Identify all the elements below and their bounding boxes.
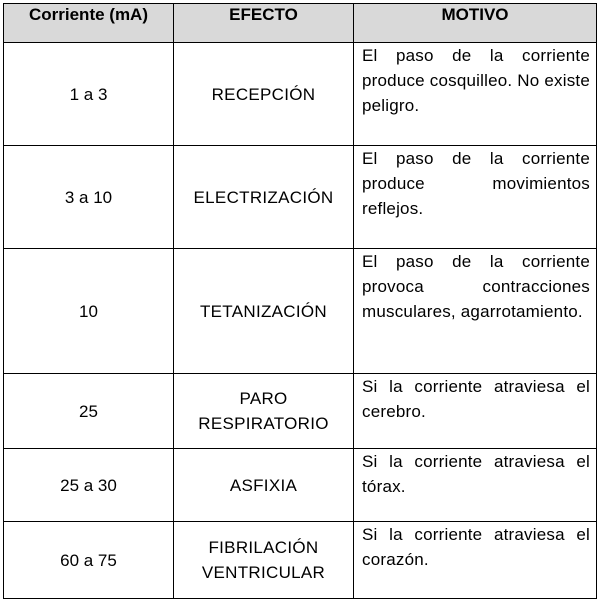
table-header-row bbox=[4, 4, 597, 43]
reason-cell: El paso de la corriente produce movimientos reflejos. bbox=[354, 146, 597, 249]
effect-cell bbox=[174, 522, 354, 599]
table-row bbox=[4, 249, 597, 374]
effect-cell bbox=[174, 449, 354, 522]
table-row bbox=[4, 146, 597, 249]
header-effect: EFECTO bbox=[174, 4, 354, 43]
header-current: Corriente (mA) bbox=[4, 4, 174, 43]
reason-cell: El paso de la corriente provoca contracciones musculares, agarrotamiento. bbox=[354, 249, 597, 374]
effect-text: ELECTRIZACIÓN bbox=[193, 187, 334, 207]
effect-cell bbox=[174, 146, 354, 249]
effect-text-line-1: FIBRILACIÓN bbox=[208, 538, 319, 557]
table-row bbox=[4, 522, 597, 599]
current-cell: 3 a 10 bbox=[4, 146, 174, 249]
current-cell: 25 bbox=[4, 374, 174, 449]
reason-cell: Si la corriente atraviesa el corazón. bbox=[354, 522, 597, 599]
effect-text-line-1: PARO bbox=[239, 389, 288, 408]
effect-cell bbox=[174, 374, 354, 449]
current-cell: 60 a 75 bbox=[4, 522, 174, 599]
effect-text: RECEPCIÓN bbox=[211, 84, 316, 104]
effect-text: TETANIZACIÓN bbox=[199, 301, 327, 321]
effect-cell bbox=[174, 43, 354, 146]
effect-text: ASFIXIA bbox=[229, 475, 298, 495]
current-cell: 10 bbox=[4, 249, 174, 374]
reason-cell: Si la corriente atraviesa el tórax. bbox=[354, 449, 597, 522]
effect-text-line-2: RESPIRATORIO bbox=[198, 414, 329, 433]
effect-cell bbox=[174, 249, 354, 374]
table-row bbox=[4, 449, 597, 522]
current-cell: 25 a 30 bbox=[4, 449, 174, 522]
reason-cell: El paso de la corriente produce cosquilleo. No existe peligro. bbox=[354, 43, 597, 146]
table-row bbox=[4, 43, 597, 146]
header-reason: MOTIVO bbox=[354, 4, 597, 43]
current-effects-table bbox=[3, 3, 597, 599]
table-row bbox=[4, 374, 597, 449]
effect-text-line-2: VENTRICULAR bbox=[201, 563, 326, 582]
current-cell: 1 a 3 bbox=[4, 43, 174, 146]
reason-cell: Si la corriente atraviesa el cerebro. bbox=[354, 374, 597, 449]
